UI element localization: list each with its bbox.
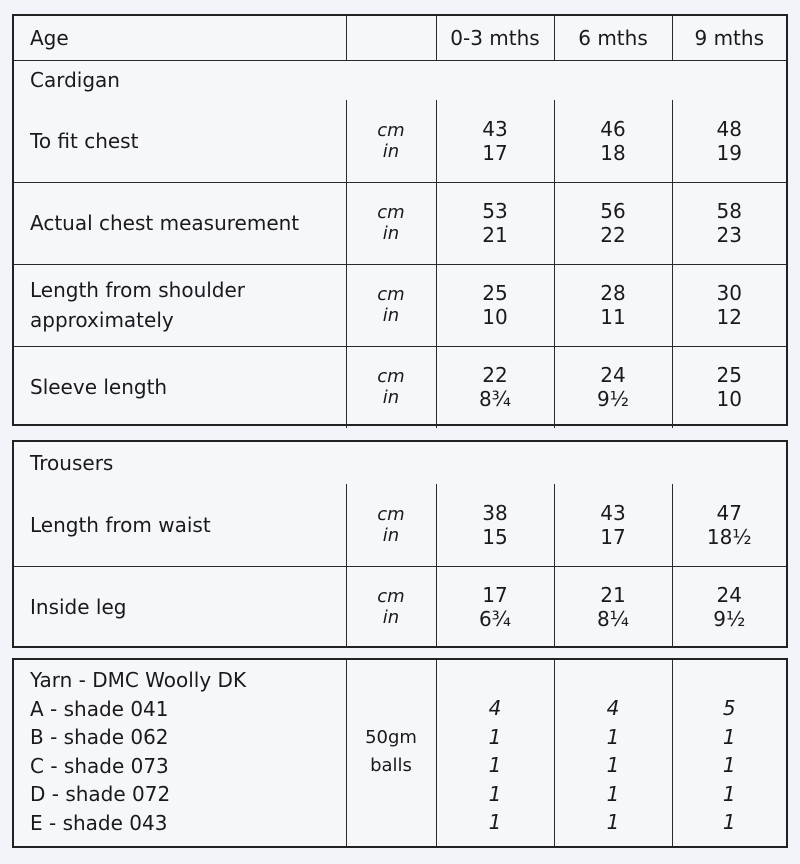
yarn-list (14, 660, 346, 846)
value-in: 12 (716, 305, 742, 329)
unit-in: in (382, 607, 400, 629)
unit-in: in (382, 387, 400, 409)
yarn-qty: 1 (488, 781, 502, 806)
value-cm: 25 (716, 363, 742, 388)
value-in: 8¼ (596, 607, 630, 632)
age-header-row (14, 16, 786, 60)
value-cm: 30 (716, 281, 742, 305)
size-value-cell (672, 264, 786, 346)
measurement-row (14, 346, 786, 428)
unit-cell (346, 264, 436, 346)
yarn-qty: 1 (606, 753, 620, 777)
value-cm: 43 (600, 500, 626, 525)
unit-cm: cm (377, 119, 405, 141)
size-value-cell (436, 182, 554, 264)
yarn-qty: 1 (606, 781, 620, 806)
measurement-label-line: Sleeve length (30, 375, 168, 400)
size-header-6-mths: 6 mths (554, 16, 672, 60)
unit-in: in (382, 140, 400, 162)
size-value-cell (436, 346, 554, 428)
value-cm: 24 (716, 583, 742, 608)
size-value-cell (436, 484, 554, 566)
measurement-label (14, 100, 346, 182)
cardigan-size-table (12, 14, 788, 426)
value-cm: 53 (482, 199, 508, 223)
value-in: 6¾ (478, 607, 512, 632)
yarn-shade-c: C - shade 073 (30, 753, 169, 778)
unit-cell (346, 346, 436, 428)
yarn-qty: 4 (488, 696, 502, 720)
yarn-shade-b: B - shade 062 (30, 725, 169, 749)
value-cm: 21 (600, 583, 626, 608)
measurement-row (14, 100, 786, 182)
value-in: 9½ (596, 387, 630, 412)
measurement-label-line: Actual chest measurement (30, 211, 300, 235)
yarn-shade-a: A - shade 041 (30, 696, 169, 721)
value-cm: 22 (482, 363, 508, 388)
value-cm: 47 (716, 500, 742, 525)
measurement-label (14, 566, 346, 648)
value-in: 18 (600, 140, 626, 165)
value-cm: 46 (600, 116, 626, 141)
value-in: 17 (600, 524, 626, 549)
unit-cell (346, 100, 436, 182)
yarn-qty: 1 (722, 810, 736, 834)
unit-cell (346, 566, 436, 648)
measurement-label-line: To fit chest (30, 128, 139, 153)
value-in: 17 (482, 140, 508, 165)
value-in: 11 (600, 305, 626, 329)
yarn-qty: 5 (722, 696, 736, 720)
value-in: 21 (482, 223, 508, 247)
size-value-cell (554, 100, 672, 182)
measurement-label (14, 182, 346, 264)
size-value-cell (672, 182, 786, 264)
size-value-cell (436, 566, 554, 648)
measurement-row (14, 182, 786, 264)
measurement-row (14, 484, 786, 566)
value-in: 15 (482, 524, 508, 549)
yarn-qty: 1 (606, 810, 620, 834)
yarn-qty-9-mths (672, 660, 786, 846)
yarn-row (14, 660, 786, 846)
unit-cm: cm (377, 284, 405, 305)
value-in: 18½ (706, 524, 752, 549)
yarn-table (12, 658, 788, 848)
size-header-0-3-mths: 0-3 mths (436, 16, 554, 60)
value-cm: 17 (482, 583, 508, 608)
value-cm: 24 (600, 363, 626, 388)
size-value-cell (554, 346, 672, 428)
yarn-qty: 1 (488, 810, 502, 834)
yarn-shade-e: E - shade 043 (30, 810, 168, 835)
measurement-label (14, 484, 346, 566)
unit-cm: cm (377, 202, 405, 223)
size-value-cell (436, 264, 554, 346)
value-cm: 48 (716, 116, 742, 141)
value-in: 9½ (713, 607, 746, 632)
yarn-qty: 1 (722, 781, 736, 806)
size-value-cell (672, 100, 786, 182)
unit-in: in (382, 305, 400, 326)
unit-in: in (382, 223, 400, 244)
size-value-cell (554, 182, 672, 264)
unit-cm: cm (377, 503, 405, 525)
yarn-qty: 1 (722, 753, 736, 777)
measurement-row (14, 566, 786, 648)
yarn-unit-balls: balls (370, 755, 412, 776)
value-cm: 28 (600, 281, 626, 305)
size-value-cell (672, 566, 786, 648)
yarn-qty: 1 (488, 724, 502, 749)
measurement-row (14, 264, 786, 346)
value-in: 22 (600, 223, 626, 247)
yarn-shade-d: D - shade 072 (30, 782, 171, 806)
yarn-qty: 1 (722, 724, 736, 749)
measurement-label (14, 346, 346, 428)
unit-cm: cm (377, 586, 405, 608)
yarn-qty: 4 (606, 696, 620, 720)
value-in: 10 (482, 305, 508, 329)
age-label: Age (14, 16, 346, 60)
measurement-label-line: Length from waist (30, 512, 211, 537)
measurement-label-line: approximately (30, 308, 174, 332)
value-cm: 25 (482, 281, 508, 305)
value-cm: 56 (600, 199, 626, 223)
cardigan-section-title: Cardigan (14, 60, 786, 100)
size-value-cell (672, 346, 786, 428)
yarn-qty: 1 (488, 753, 502, 777)
unit-cell (346, 484, 436, 566)
yarn-qty: 1 (606, 724, 620, 749)
yarn-qty-6-mths (554, 660, 672, 846)
size-value-cell (672, 484, 786, 566)
value-in: 10 (716, 387, 742, 412)
value-in: 8¾ (478, 387, 512, 412)
size-value-cell (554, 566, 672, 648)
cardigan-section-row (14, 60, 786, 100)
unit-header-cell (346, 16, 436, 60)
trousers-size-table (12, 440, 788, 648)
value-cm: 38 (482, 500, 508, 525)
unit-cell (346, 182, 436, 264)
trousers-section-row (14, 442, 786, 484)
value-in: 23 (716, 223, 742, 247)
value-cm: 43 (482, 116, 508, 141)
value-cm: 58 (716, 199, 742, 223)
yarn-title: Yarn - DMC Woolly DK (30, 668, 247, 692)
yarn-unit-weight: 50gm (365, 727, 417, 748)
size-value-cell (436, 100, 554, 182)
unit-cm: cm (377, 366, 405, 388)
size-value-cell (554, 484, 672, 566)
size-header-9-mths: 9 mths (672, 16, 786, 60)
yarn-unit-cell (346, 660, 436, 846)
measurement-label (14, 264, 346, 346)
unit-in: in (382, 524, 400, 546)
trousers-section-title: Trousers (30, 451, 114, 475)
value-in: 19 (716, 140, 742, 165)
size-value-cell (554, 264, 672, 346)
measurement-label-line: Inside leg (30, 595, 127, 620)
measurement-label-line: Length from shoulder (30, 278, 246, 302)
yarn-qty-0-3-mths (436, 660, 554, 846)
